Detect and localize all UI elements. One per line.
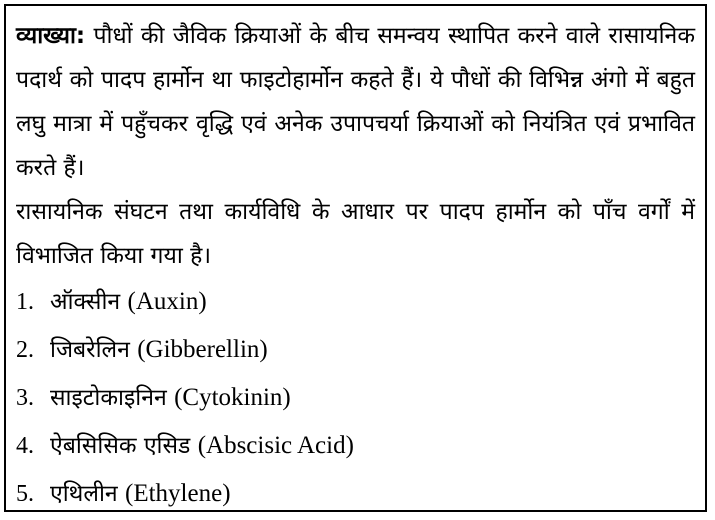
list-item	[16, 278, 695, 326]
item-english-name: (Gibberellin)	[137, 336, 268, 363]
item-hindi-name: एथिलीन	[50, 481, 118, 507]
list-item	[16, 374, 695, 422]
answer-box	[4, 4, 707, 512]
item-english-name: (Abscisic Acid)	[197, 432, 354, 459]
item-hindi-name: ऑक्सीन	[50, 289, 121, 315]
list-item	[16, 326, 695, 374]
list-item	[16, 422, 695, 470]
item-number: 5.	[16, 481, 34, 507]
item-number: 2.	[16, 337, 34, 363]
item-hindi-name: साइटोकाइनिन	[50, 385, 167, 411]
item-number: 4.	[16, 433, 34, 459]
item-english-name: (Cytokinin)	[174, 384, 291, 411]
item-english-name: (Ethylene)	[125, 480, 231, 507]
list-item	[16, 470, 695, 512]
item-number: 1.	[16, 289, 34, 315]
hormone-list	[16, 278, 695, 512]
classification-paragraph: रासायनिक संघटन तथा कार्यविधि के आधार पर पादप हार्मोन को पाँच वर्गों में विभाजित किया गया है।	[16, 199, 695, 269]
explanation-paragraph	[16, 14, 695, 190]
explanation-text: पौधों की जैविक क्रियाओं के बीच समन्वय स्थापित करने वाले रासायनिक पदार्थ को पादप हार्मोन था फाइटोहार्मोन कहते हैं। ये पौधों की विभिन्न अंगो में बहुत लघु मात्रा में पहुँचकर वृद्धि एवं अनेक उपापचर्या क्रियाओं को नियंत्रित एवं प्रभावित करते हैं।	[16, 23, 695, 181]
explanation-label: व्याख्या:	[16, 23, 86, 49]
item-english-name: (Auxin)	[127, 288, 207, 315]
item-hindi-name: जिबरेलिन	[50, 337, 130, 363]
item-hindi-name: ऐबसिसिक एसिड	[50, 433, 191, 459]
item-number: 3.	[16, 385, 34, 411]
